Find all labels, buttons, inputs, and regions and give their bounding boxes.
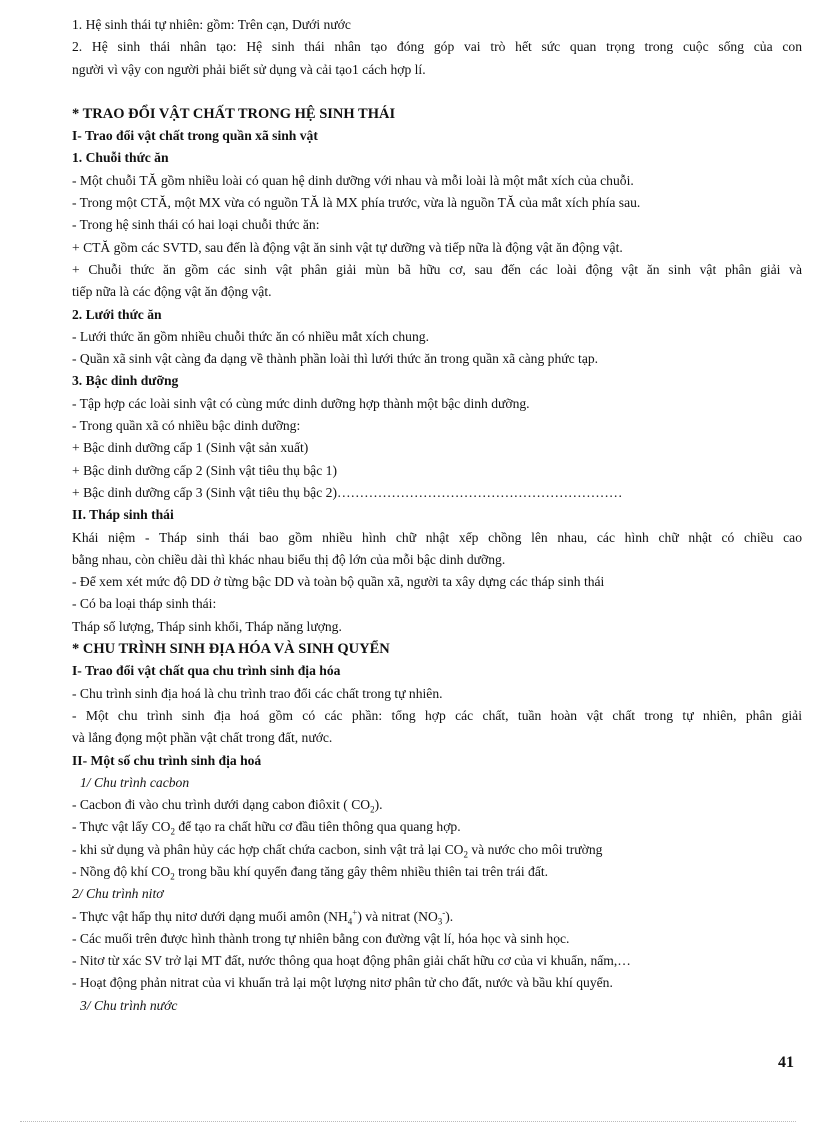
- chu-trinh-line-2a: - Một chu trình sinh địa hoá gồm có các phần: tổng hợp các chất, tuần hoàn vật chất trong tự nhiên, phân giải: [72, 707, 802, 723]
- intro-line-3: người vì vậy con người phải biết sử dụng và cải tạo1 cách hợp lí.: [72, 61, 426, 77]
- nito-line-4: - Hoạt động phản nitrat của vi khuẩn trả lại một lượng nitơ phân tử cho đất, nước và bầu khí quyển.: [72, 975, 613, 991]
- bac-line-1: - Tập hợp các loài sinh vật có cùng mức dinh dưỡng hợp thành một bậc dinh dưỡng.: [72, 395, 530, 411]
- page-bottom-divider: [20, 1121, 796, 1122]
- cacbon-line-2: - Thực vật lấy $CO_2$ để tạo ra chất hữu cơ đầu tiên thông qua quang hợp.: [72, 819, 461, 838]
- chu-trinh-line-1: - Chu trình sinh địa hoá là chu trình trao đổi các chất trong tự nhiên.: [72, 685, 443, 701]
- intro-line-1: 1. Hệ sinh thái tự nhiên: gồm: Trên cạn, Dưới nước: [72, 17, 351, 32]
- luoi-line-2: - Quần xã sinh vật càng đa dạng về thành phần loài thì lưới thức ăn trong quần xã càng phức tạp.: [72, 351, 599, 367]
- chuoi-line-5a: + Chuỗi thức ăn gồm các sinh vật phân giải mùn bã hữu cơ, sau đến các loài động vật ăn sinh vật phân giải và: [72, 261, 802, 277]
- chuoi-line-1: - Một chuỗi TĂ gồm nhiều loài có quan hệ dinh dưỡng với nhau và mỗi loài là một mắt xích của chuỗi.: [72, 172, 634, 188]
- thap-line-3: - Có ba loại tháp sinh thái:: [72, 596, 217, 612]
- thap-line-1a: Khái niệm - Tháp sinh thái bao gồm nhiều hình chữ nhật xếp chồng lên nhau, các hình chữ nhật có chiều cao: [72, 529, 802, 545]
- heading-quan-xa: I- Trao đổi vật chất trong quần xã sinh vật: [72, 128, 318, 144]
- thap-line-4: Tháp số lượng, Tháp sinh khối, Tháp năng lượng.: [72, 618, 342, 634]
- subheading-chu-trinh-nito: 2/ Chu trình nitơ: [72, 886, 164, 902]
- subheading-chu-trinh-nuoc: 3/ Chu trình nước: [80, 997, 178, 1013]
- chuoi-line-3: - Trong hệ sinh thái có hai loại chuỗi thức ăn:: [72, 217, 320, 233]
- heading-thap-sinh-thai: II. Tháp sinh thái: [72, 507, 174, 523]
- bac-line-5: + Bậc dinh dưỡng cấp 3 (Sinh vật tiêu thụ bậc 2)………………………………………………………: [72, 484, 623, 500]
- luoi-line-1: - Lưới thức ăn gồm nhiều chuỗi thức ăn có nhiều mắt xích chung.: [72, 328, 429, 344]
- nito-line-2: - Các muối trên được hình thành trong tự nhiên bằng con đường vật lí, hóa học và sinh học.: [72, 930, 570, 946]
- heading-trao-doi-chu-trinh: I- Trao đổi vật chất qua chu trình sinh địa hóa: [72, 663, 341, 679]
- chuoi-line-5b: tiếp nữa là các động vật ăn động vật.: [72, 284, 272, 300]
- cacbon-line-1: - Cacbon đi vào chu trình dưới dạng cabon điôxit ( $CO_2$).: [72, 797, 383, 815]
- section-title-trao-doi: * TRAO ĐỔI VẬT CHẤT TRONG HỆ SINH THÁI: [72, 105, 396, 122]
- thap-line-1b: bằng nhau, còn chiều dài thì khác nhau biểu thị độ lớn của mỗi bậc dinh dưỡng.: [72, 551, 506, 567]
- bac-line-3: + Bậc dinh dưỡng cấp 1 (Sinh vật sản xuất): [72, 440, 309, 456]
- thap-line-2: - Để xem xét mức độ DD ở từng bậc DD và toàn bộ quần xã, người ta xây dựng các tháp sinh thái: [72, 574, 605, 590]
- bac-line-2: - Trong quần xã có nhiều bậc dinh dưỡng:: [72, 418, 301, 434]
- chuoi-line-2: - Trong một CTĂ, một MX vừa có nguồn TĂ là MX phía trước, vừa là nguồn TĂ của mắt xích phía sau.: [72, 195, 641, 211]
- bac-line-4: + Bậc dinh dưỡng cấp 2 (Sinh vật tiêu thụ bậc 1): [72, 462, 337, 478]
- cacbon-line-4: - Nồng độ khí $CO_2$ trong bầu khí quyển đang tăng gây thêm nhiều thiên tai trên trái đất.: [72, 863, 549, 882]
- heading-chuoi-thuc-an: 1. Chuỗi thức ăn: [72, 150, 169, 166]
- subheading-chu-trinh-cacbon: 1/ Chu trình cacbon: [80, 774, 190, 790]
- cacbon-line-3: - khi sử dụng và phân hủy các hợp chất chứa cacbon, sinh vật trả lại $CO_2$ và nước cho môi trường: [72, 841, 603, 860]
- nito-line-1: - Thực vật hấp thụ nitơ dưới dạng muối amôn $(NH_4^+)$ và nitrat $(NO_3^-)$.: [72, 907, 454, 927]
- intro-line-2: 2. Hệ sinh thái nhân tạo: Hệ sinh thái nhân tạo đóng góp vai trò hết sức quan trọng trong cuộc sống của con: [72, 39, 802, 55]
- nito-line-3: - Nitơ từ xác SV trở lại MT đất, nước thông qua hoạt động phân giải chất hữu cơ của vi khuẩn, nấm,…: [72, 953, 631, 969]
- page-number: 41: [778, 1054, 794, 1071]
- chuoi-line-4: + CTĂ gồm các SVTD, sau đến là động vật ăn sinh vật tự dưỡng và tiếp nữa là động vật ăn động vật.: [72, 239, 623, 255]
- section-title-chu-trinh: * CHU TRÌNH SINH ĐỊA HÓA VÀ SINH QUYỂN: [72, 641, 390, 658]
- heading-luoi-thuc-an: 2. Lưới thức ăn: [72, 306, 162, 322]
- heading-mot-so-chu-trinh: II- Một số chu trình sinh địa hoá: [72, 752, 262, 768]
- heading-bac-dinh-duong: 3. Bậc dinh dưỡng: [72, 373, 179, 389]
- chu-trinh-line-2b: và lắng đọng một phần vật chất trong đất, nước.: [72, 730, 333, 746]
- document-page: [72, 14, 802, 1017]
